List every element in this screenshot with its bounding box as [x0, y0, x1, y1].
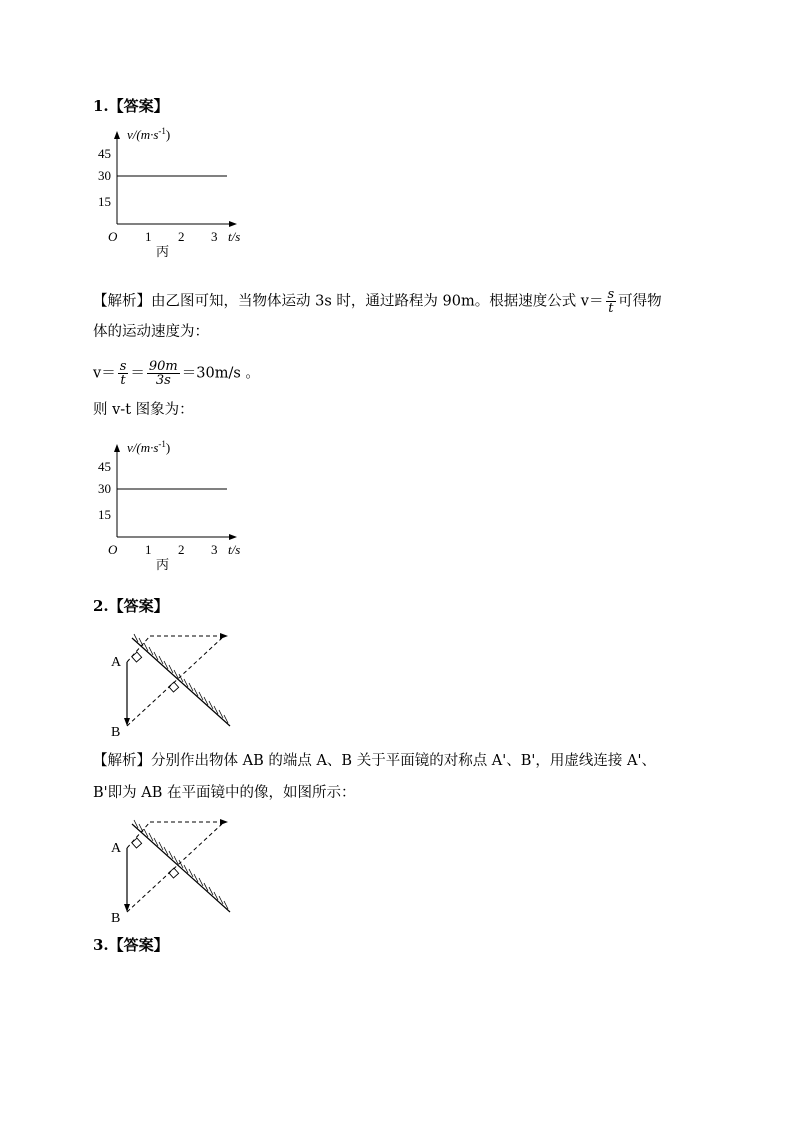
- x-tick-2: 2: [178, 229, 185, 244]
- y-axis-label: $v/(m\cdot s^{-1})$: [127, 126, 171, 142]
- y-tick-30: 30: [98, 168, 111, 183]
- calc-den-2: 3s: [155, 373, 171, 388]
- vt-graph-1: [95, 125, 255, 265]
- fraction-s-over-t: [606, 288, 617, 315]
- x-tick-1: 1: [145, 229, 152, 244]
- q2-heading: 2.【答案】: [93, 597, 169, 615]
- mirror-hatching: [134, 634, 228, 723]
- calc-fraction-1: [118, 360, 129, 387]
- mirror-diagram-2: [100, 806, 250, 931]
- q2-analysis-line-1: 【解析】分别作出物体 AB 的端点 A、B 关于平面镜的对称点 A'、B'，用虚线连接 A'、: [93, 753, 656, 769]
- label-b: B: [111, 725, 121, 740]
- graph-caption: 丙: [156, 244, 170, 259]
- mirror-hatching: [134, 820, 228, 909]
- analysis-text-end: 可得物: [618, 293, 662, 310]
- x-tick-1: 1: [145, 542, 152, 557]
- x-tick-3: 3: [211, 542, 218, 557]
- q2-analysis-line-2: B'即为 AB 在平面镜中的像，如图所示：: [93, 785, 356, 801]
- calc-num-1: s: [119, 359, 127, 374]
- calc-den-1: t: [120, 373, 126, 388]
- vt-graph-2: [95, 438, 255, 578]
- origin-label: O: [108, 542, 118, 557]
- x-axis-label: t/s: [228, 542, 241, 557]
- label-a: A: [111, 655, 122, 670]
- analysis-line-1: [93, 288, 662, 315]
- origin-label: O: [108, 229, 118, 244]
- calc-result: ＝30m/s 。: [181, 365, 260, 382]
- x-axis-label: t/s: [228, 229, 241, 244]
- y-tick-30: 30: [98, 481, 111, 496]
- graph-caption: 丙: [156, 557, 170, 572]
- y-axis-label: $v/(m\cdot s^{-1})$: [127, 439, 171, 455]
- x-tick-3: 3: [211, 229, 218, 244]
- calc-fraction-2: [147, 360, 180, 387]
- analysis-text: 【解析】由乙图可知，当物体运动 3s 时，通过路程为 90m。根据速度公式 v＝: [93, 293, 604, 310]
- y-tick-15: 15: [98, 507, 111, 522]
- y-tick-45: 45: [98, 146, 111, 161]
- analysis-line-2: 体的运动速度为：: [93, 324, 209, 340]
- q3-heading: 3.【答案】: [93, 936, 169, 954]
- calc-prefix: v＝: [93, 365, 116, 382]
- fraction-numerator: s: [607, 287, 615, 302]
- calc-num-2: 90m: [148, 359, 178, 374]
- label-a: A: [111, 841, 122, 856]
- graph-intro: 则 v-t 图象为：: [93, 402, 194, 418]
- mirror-diagram-1: [100, 620, 250, 745]
- x-tick-2: 2: [178, 542, 185, 557]
- label-b: B: [111, 911, 121, 926]
- y-tick-15: 15: [98, 194, 111, 209]
- fraction-denominator: t: [608, 301, 614, 316]
- q1-heading: 1.【答案】: [93, 97, 169, 115]
- calculation-line: v＝ $\frac{s}{t}$ ＝ $\frac{90m}{3s}$ ＝30m/s 。: [93, 359, 260, 388]
- y-tick-45: 45: [98, 459, 111, 474]
